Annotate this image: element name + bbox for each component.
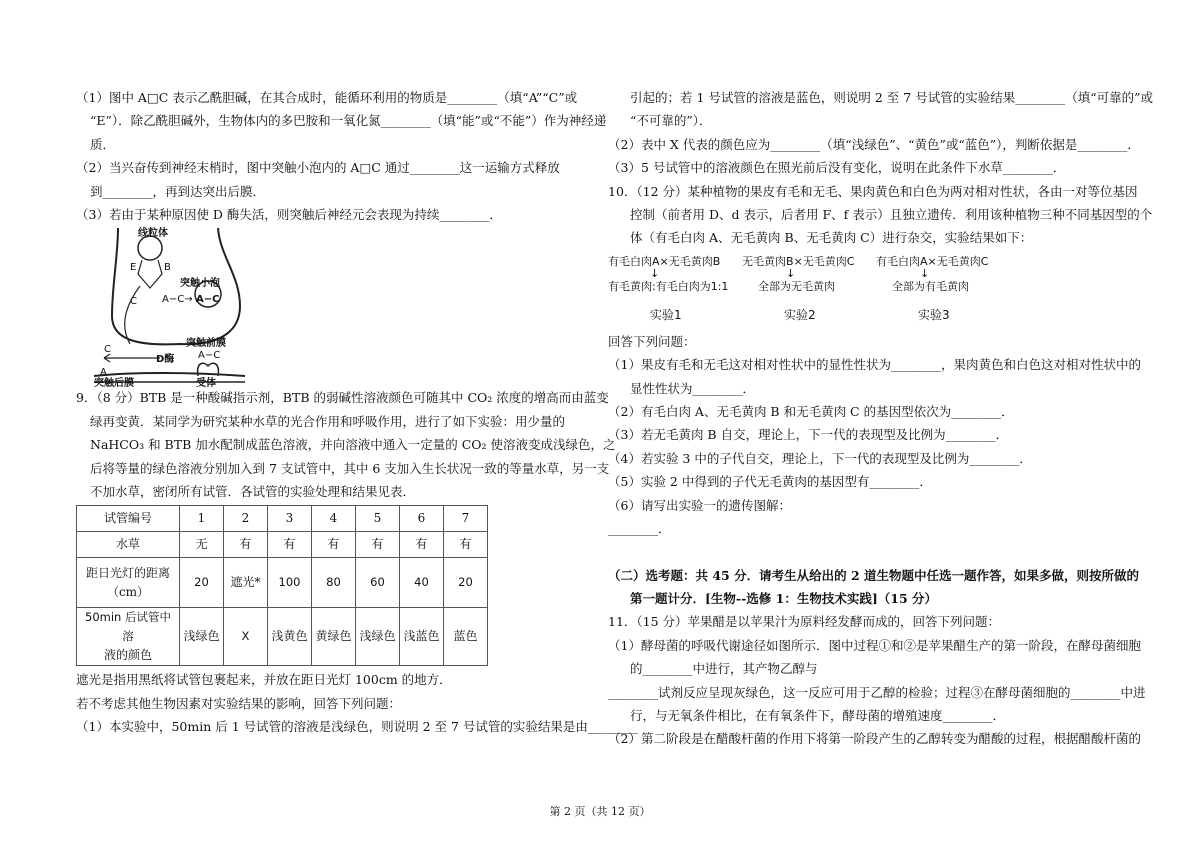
q9-cont-line-1: 引起的；若 1 号试管的溶液是蓝色，则说明 2 至 7 号试管的实验结果________（填“可靠的”或 <box>630 90 1153 105</box>
label-vesicle: 突触小泡 <box>180 278 220 290</box>
table-cell: 5 <box>356 506 400 532</box>
label-e: E <box>130 262 137 274</box>
table-cell: 有 <box>312 532 356 558</box>
cross-experiments <box>608 250 1128 330</box>
label-ac-circle: A−C <box>196 294 220 306</box>
exp2-parents: 无毛黄肉B×无毛黄肉C <box>742 254 855 268</box>
q10-sub-6: （6）请写出实验一的遗传图解： <box>608 497 791 513</box>
arrow-icon: ↓ <box>920 266 930 280</box>
table-cell <box>77 608 180 666</box>
q8-line-4: （2）当兴奋传到神经末梢时，图中突触小泡内的 A□C 通过________这一运输方式释放 <box>76 160 560 176</box>
table-cell: 无 <box>180 532 224 558</box>
exp3-label: 实验3 <box>918 307 950 322</box>
q11-line-2: （1）酵母菌的呼吸代谢途径如图所示．图中过程①和②是苹果醋生产的第一阶段，在酵母菌细胞 <box>608 637 1141 653</box>
q11-line-3: 的________中进行，其产物乙醇与 <box>630 661 818 677</box>
table-cell: 60 <box>356 558 400 608</box>
label-ac-bottom: A−C <box>198 350 221 362</box>
q10-answer-intro: 回答下列问题： <box>608 333 696 349</box>
exp1-label: 实验1 <box>650 307 682 322</box>
q8-line-2: “E”）．除乙酰胆碱外，生物体内的多巴胺和一氧化氮________（填“能”或“不能”）作为神经递 <box>90 113 607 129</box>
q9-line-3: NaHCO₃ 和 BTB 加水配制成蓝色溶液，并向溶液中通入一定量的 CO₂ 使溶液变成浅绿色，之 <box>90 437 616 453</box>
table-cell: 80 <box>312 558 356 608</box>
q9-cont-line-2: “不可靠的”）． <box>630 113 712 129</box>
table-cell: 有 <box>444 532 488 558</box>
page-footer: 第 2 页（共 12 页） <box>549 805 651 818</box>
section2-line-2: 第一题计分．[生物--选修 1：生物技术实践]（15 分） <box>630 590 938 606</box>
q9-line-4: 后将等量的绿色溶液分别加入到 7 支试管中，其中 6 支加入生长状况一致的等量水草，另一支 <box>90 460 610 476</box>
exp1-parents: 有毛白肉A×无毛黄肉B <box>608 254 721 268</box>
table-cell: 有 <box>268 532 312 558</box>
label-mitochondria: 线粒体 <box>138 228 168 240</box>
table-row <box>77 532 488 558</box>
label-c2: C <box>104 344 111 356</box>
after-table-line-2: 若不考虑其他生物因素对实验结果的影响，回答下列问题： <box>76 695 402 711</box>
table-cell: 20 <box>444 558 488 608</box>
table-cell: 有 <box>400 532 444 558</box>
table-cell: 浅蓝色 <box>400 608 444 666</box>
q9-line-5: 不加水草，密闭所有试管．各试管的实验处理和结果见表． <box>90 484 416 500</box>
q10-sub-1-cont: 显性性状为________． <box>630 380 756 396</box>
table-head-line: 液的颜色 <box>103 648 152 663</box>
q9-cont-line-3: （2）表中 X 代表的颜色应为________（填“浅绿色”、“黄色”或“蓝色”），判断依据是________． <box>608 136 1140 152</box>
synapse-diagram <box>90 226 250 390</box>
label-postsynaptic-membrane: 突触后膜 <box>94 378 134 390</box>
table-cell <box>77 558 180 608</box>
exp3-offspring: 全部为有毛黄肉 <box>892 279 969 293</box>
table-head-line: （cm） <box>106 584 150 599</box>
table-cell: 浅绿色 <box>180 608 224 666</box>
label-c1: C <box>130 296 137 308</box>
table-cell: 蓝色 <box>444 608 488 666</box>
q8-line-6: （3）若由于某种原因使 D 酶失活，则突触后神经元会表现为持续________． <box>76 207 502 223</box>
table-cell: 6 <box>400 506 444 532</box>
table-cell: 4 <box>312 506 356 532</box>
section2-line-1: （二）选考题：共 45 分．请考生从给出的 2 道生物题中任选一题作答，如果多做，则按所做的 <box>608 567 1140 583</box>
table-cell: 1 <box>180 506 224 532</box>
q9-line-2: 绿再变黄．某同学为研究某种水草的光合作用和呼吸作用，进行了如下实验：用少量的 <box>90 413 566 429</box>
q11-line-4: ________试剂反应呈现灰绿色，这一反应可用于乙醇的检验；过程③在酵母菌细胞的________中进 <box>608 684 1146 700</box>
left-column <box>76 86 638 739</box>
after-table-line-1: 遮光是指用黑纸将试管包裹起来，并放在距日光灯 100cm 的地方． <box>76 672 452 688</box>
q10-sub-4: （4）若实验 3 中的子代自交，理论上，下一代的表现型及比例为________． <box>608 450 1032 466</box>
table-cell: 黄绿色 <box>312 608 356 666</box>
exp1-offspring: 有毛黄肉:有毛白肉为1:1 <box>608 279 729 293</box>
arrow-icon: ↓ <box>786 266 796 280</box>
q10-sub-2: （2）有毛白肉 A、无毛黄肉 B 和无毛黄肉 C 的基因型依次为________． <box>608 404 1014 420</box>
exp2-label: 实验2 <box>784 307 816 322</box>
right-column <box>608 86 1153 751</box>
q10-line-1: 10．（12 分）某种植物的果皮有毛和无毛、果肉黄色和白色为两对相对性状，各由一对等位基因 <box>608 183 1138 199</box>
table-row <box>77 506 488 532</box>
table-cell: X <box>224 608 268 666</box>
table-cell: 浅绿色 <box>356 608 400 666</box>
label-d-enzyme: D酶 <box>156 354 175 366</box>
table-cell: 3 <box>268 506 312 532</box>
q11-line-1: 11．（15 分）苹果醋是以苹果汁为原料经发酵而成的，回答下列问题： <box>608 614 1001 630</box>
table-cell: 水草 <box>77 532 180 558</box>
q9-line-1: 9．（8 分）BTB 是一种酸碱指示剂，BTB 的弱碱性溶液颜色可随其中 CO₂ 浓度的增高而由蓝变 <box>76 390 609 406</box>
table-cell: 40 <box>400 558 444 608</box>
q10-sub-6-answer: ________． <box>608 521 671 537</box>
table-head-line: 距日光灯的距离 <box>85 565 170 580</box>
q10-sub-5: （5）实验 2 中得到的子代无毛黄肉的基因型有________． <box>608 474 932 490</box>
table-cell: 2 <box>224 506 268 532</box>
table-cell: 遮光* <box>224 558 268 608</box>
table-cell: 浅黄色 <box>268 608 312 666</box>
q10-sub-3: （3）若无毛黄肉 B 自交，理论上，下一代的表现型及比例为________． <box>608 427 1009 443</box>
q9-cont-line-4: （3）5 号试管中的溶液颜色在照光前后没有变化，说明在此条件下水草________． <box>608 160 1066 176</box>
exp3-parents: 有毛白肉A×无毛黄肉C <box>876 254 989 268</box>
table-cell: 20 <box>180 558 224 608</box>
arrow-icon: ↓ <box>650 266 660 280</box>
q8-line-5: 到________，再到达突出后膜． <box>90 183 266 199</box>
table-row <box>77 608 488 666</box>
table-head-line: 50min 后试管中溶 <box>85 610 171 644</box>
q11-line-5: 行，与无氧条件相比，在有氧条件下，酵母菌的增殖速度________． <box>630 707 1006 723</box>
label-a1: A <box>100 367 107 379</box>
experiment-table <box>76 505 488 666</box>
q8-line-3: 质． <box>90 136 116 152</box>
q8-line-1: （1）图中 A□C 表示乙酰胆碱，在其合成时，能循环利用的物质是________（填“A”“C”或 <box>76 90 578 105</box>
q10-line-2: 控制（前者用 D、d 表示，后者用 F、f 表示）且独立遗传．利用该种植物三种不同基因型的个 <box>630 207 1153 223</box>
after-table-line-3: （1）本实验中，50min 后 1 号试管的溶液是浅绿色，则说明 2 至 7 号试管的实验结果是由________ <box>76 719 638 735</box>
table-cell: 7 <box>444 506 488 532</box>
label-presynaptic-membrane: 突触前膜 <box>186 338 226 350</box>
label-b: B <box>164 262 171 274</box>
q10-line-3: 体（有毛白肉 A、无毛黄肉 B、无毛黄肉 C）进行杂交，实验结果如下： <box>630 230 1033 246</box>
table-row <box>77 558 488 608</box>
q11-line-6: （2）第二阶段是在醋酸杆菌的作用下将第一阶段产生的乙醇转变为醋酸的过程，根据醋酸杆菌的 <box>608 731 1141 747</box>
table-cell: 试管编号 <box>77 506 180 532</box>
q10-sub-1: （1）果皮有毛和无毛这对相对性状中的显性性状为________，果肉黄色和白色这对相对性状中的 <box>608 357 1141 373</box>
exp2-offspring: 全部为无毛黄肉 <box>758 279 835 293</box>
table-cell: 有 <box>224 532 268 558</box>
table-cell: 100 <box>268 558 312 608</box>
label-ac-flow: A−C→ <box>162 294 193 306</box>
table-cell: 有 <box>356 532 400 558</box>
label-receptor: 受体 <box>196 378 216 390</box>
